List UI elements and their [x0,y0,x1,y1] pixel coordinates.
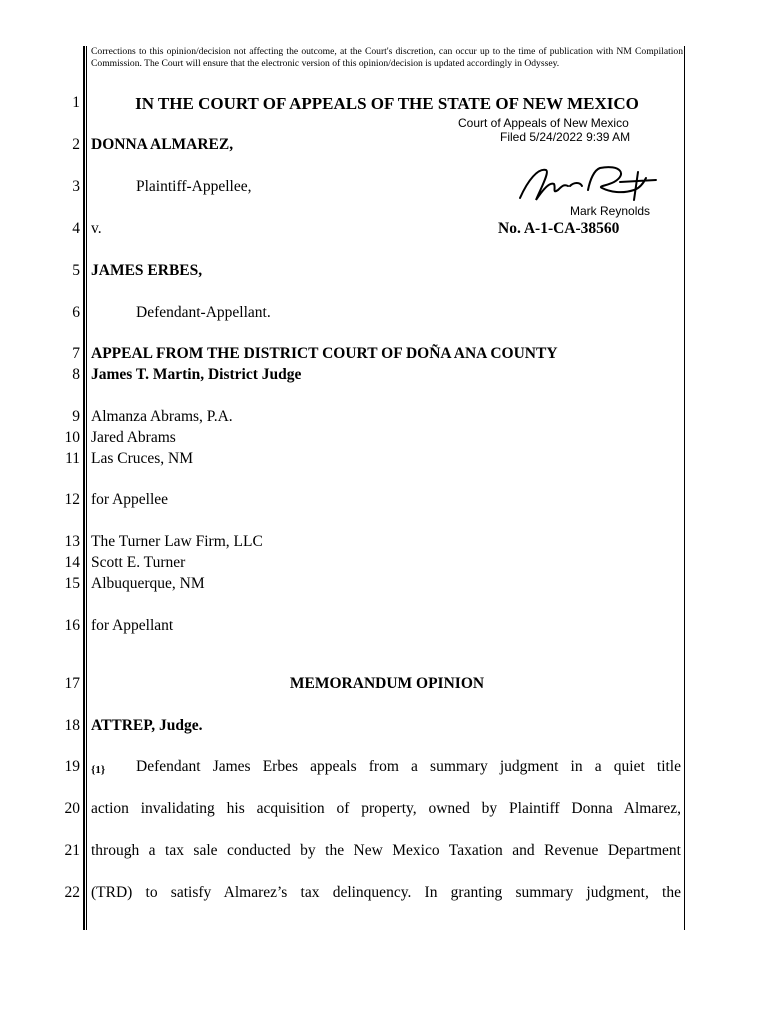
line-number: 11 [65,450,80,467]
plaintiff-name: DONNA ALMAREZ, [91,136,234,153]
appellant-firm: The Turner Law Firm, LLC [91,533,263,550]
line-number: 3 [72,178,80,195]
defendant-role: Defendant-Appellant. [136,304,271,321]
line-number: 16 [64,617,80,634]
left-margin-rule [83,46,85,930]
appellant-attorney: Scott E. Turner [91,554,186,571]
defendant-name: JAMES ERBES, [91,262,203,279]
paragraph-number [91,760,105,778]
paragraph-mark: {1} [91,764,106,776]
line-number: 22 [64,884,80,901]
line-number: 21 [64,842,80,859]
body-line: (TRD) to satisfy Almarez’s tax delinquency. In granting summary judgment, the [91,884,681,901]
body-line: Defendant James Erbes appeals from a summary judgment in a quiet title [136,758,681,775]
appellee-attorney: Jared Abrams [91,429,176,446]
filing-stamp-date: Filed 5/24/2022 9:39 AM [500,130,631,144]
appeal-from: APPEAL FROM THE DISTRICT COURT OF DOÑA ANA COUNTY [91,345,558,362]
line-number: 19 [64,758,80,775]
line-number: 17 [64,675,80,692]
opinion-author: ATTREP, Judge. [91,717,203,734]
left-margin-rule-inner [86,46,87,930]
appellant-city: Albuquerque, NM [91,575,205,592]
district-judge: James T. Martin, District Judge [91,366,302,383]
appellant-label: for Appellant [91,617,174,634]
line-number: 7 [72,345,80,362]
line-number: 1 [72,94,80,111]
line-number: 9 [72,408,80,425]
filing-stamp-court: Court of Appeals of New Mexico [458,116,629,130]
appellee-label: for Appellee [91,491,169,508]
line-number: 2 [72,136,80,153]
body-line: action invalidating his acquisition of property, owned by Plaintiff Donna Almarez, [91,800,681,817]
plaintiff-role: Plaintiff-Appellee, [136,178,252,195]
line-number: 18 [64,717,80,734]
line-number: 14 [64,554,80,571]
court-title: IN THE COURT OF APPEALS OF THE STATE OF NEW MEXICO [135,94,639,113]
appellee-firm: Almanza Abrams, P.A. [91,408,233,425]
line-number: 5 [72,262,80,279]
line-number: 15 [64,575,80,592]
case-number: No. A-1-CA-38560 [498,220,620,237]
body-line: through a tax sale conducted by the New Mexico Taxation and Revenue Department [91,842,681,859]
line-number: 20 [64,800,80,817]
line-number: 6 [72,304,80,321]
opinion-heading: MEMORANDUM OPINION [289,675,485,692]
line-number: 13 [64,533,80,550]
corrections-notice: Corrections to this opinion/decision not affecting the outcome, at the Court's discretion, can occur up to the time of publication with NM Compilation Commission. The Court will ensure that the electronic version of this opinion/decision is updated accordingly in Odyssey. [91,46,683,70]
versus: v. [91,220,102,237]
right-margin-rule [684,46,685,930]
handwritten-signature [510,160,660,208]
line-number: 4 [72,220,80,237]
line-number: 8 [72,366,80,383]
line-number: 10 [64,429,80,446]
appellee-city: Las Cruces, NM [91,450,194,467]
line-number: 12 [64,491,80,508]
filing-stamp-signer: Mark Reynolds [570,204,651,218]
